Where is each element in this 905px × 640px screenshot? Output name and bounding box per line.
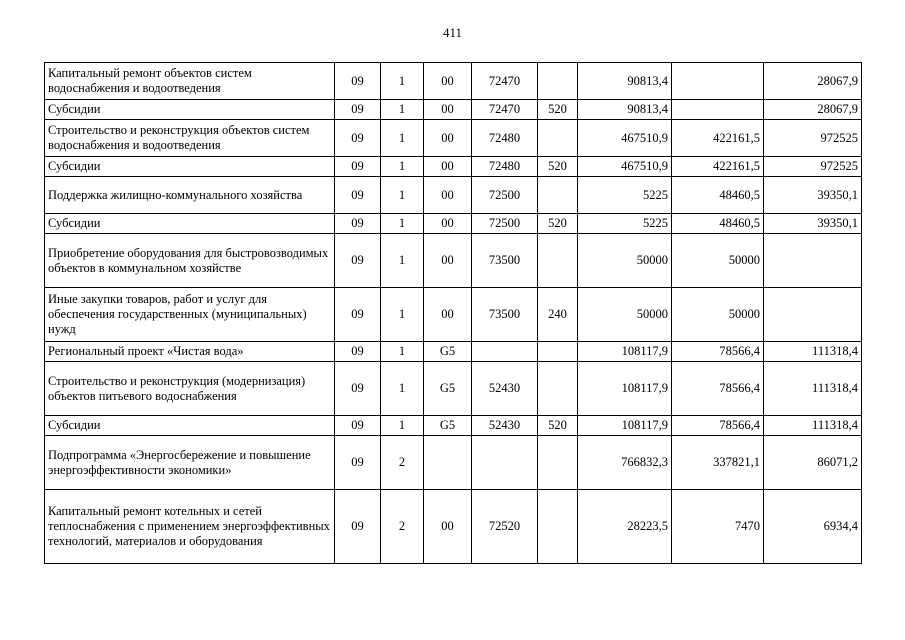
- program-code: [424, 436, 472, 490]
- subsection-code: 1: [381, 288, 424, 342]
- table-row: [45, 234, 862, 288]
- section-code: 09: [335, 362, 381, 416]
- row-name: Строительство и реконструкция (модернизация) объектов питьевого водоснабжения: [45, 362, 335, 416]
- target-code: [472, 342, 538, 362]
- amount-2: 48460,5: [672, 214, 764, 234]
- table-row: [45, 436, 862, 490]
- program-code: G5: [424, 416, 472, 436]
- subsection-code: 1: [381, 177, 424, 214]
- amount-1: 28223,5: [578, 490, 672, 564]
- program-code: G5: [424, 362, 472, 416]
- target-code: 72500: [472, 214, 538, 234]
- amount-1: 50000: [578, 234, 672, 288]
- target-code: 52430: [472, 416, 538, 436]
- amount-2: 7470: [672, 490, 764, 564]
- subsection-code: 1: [381, 416, 424, 436]
- target-code: 72470: [472, 100, 538, 120]
- expense-type: [538, 362, 578, 416]
- amount-1: 766832,3: [578, 436, 672, 490]
- row-name: Капитальный ремонт котельных и сетей теплоснабжения с применением энергоэффективных технологий, материалов и оборудования: [45, 490, 335, 564]
- expense-type: [538, 490, 578, 564]
- expense-type: [538, 177, 578, 214]
- target-code: [472, 436, 538, 490]
- row-name: Поддержка жилищно-коммунального хозяйства: [45, 177, 335, 214]
- amount-3: 28067,9: [764, 100, 862, 120]
- budget-table: [44, 62, 862, 564]
- amount-3: 39350,1: [764, 214, 862, 234]
- subsection-code: 1: [381, 362, 424, 416]
- program-code: 00: [424, 490, 472, 564]
- amount-2: [672, 63, 764, 100]
- row-name: Субсидии: [45, 416, 335, 436]
- table-row: [45, 342, 862, 362]
- amount-1: 108117,9: [578, 362, 672, 416]
- row-name: Подпрограмма «Энергосбережение и повышение энергоэффективности экономики»: [45, 436, 335, 490]
- amount-2: 78566,4: [672, 416, 764, 436]
- target-code: 52430: [472, 362, 538, 416]
- expense-type: 520: [538, 416, 578, 436]
- amount-3: 111318,4: [764, 342, 862, 362]
- target-code: 72520: [472, 490, 538, 564]
- program-code: 00: [424, 100, 472, 120]
- table-row: [45, 214, 862, 234]
- amount-3: 111318,4: [764, 416, 862, 436]
- table-row: [45, 490, 862, 564]
- program-code: 00: [424, 234, 472, 288]
- target-code: 72470: [472, 63, 538, 100]
- expense-type: [538, 63, 578, 100]
- amount-2: 78566,4: [672, 362, 764, 416]
- subsection-code: 1: [381, 120, 424, 157]
- amount-3: 86071,2: [764, 436, 862, 490]
- target-code: 72500: [472, 177, 538, 214]
- subsection-code: 1: [381, 342, 424, 362]
- row-name: Субсидии: [45, 214, 335, 234]
- program-code: 00: [424, 63, 472, 100]
- section-code: 09: [335, 436, 381, 490]
- program-code: 00: [424, 177, 472, 214]
- table-row: [45, 63, 862, 100]
- expense-type: [538, 342, 578, 362]
- subsection-code: 1: [381, 63, 424, 100]
- row-name: Региональный проект «Чистая вода»: [45, 342, 335, 362]
- amount-3: 39350,1: [764, 177, 862, 214]
- target-code: 72480: [472, 157, 538, 177]
- subsection-code: 1: [381, 100, 424, 120]
- amount-3: 111318,4: [764, 362, 862, 416]
- subsection-code: 2: [381, 490, 424, 564]
- section-code: 09: [335, 490, 381, 564]
- amount-1: 90813,4: [578, 63, 672, 100]
- program-code: 00: [424, 120, 472, 157]
- section-code: 09: [335, 234, 381, 288]
- amount-2: 78566,4: [672, 342, 764, 362]
- amount-3: 972525: [764, 157, 862, 177]
- amount-2: 50000: [672, 234, 764, 288]
- row-name: Субсидии: [45, 100, 335, 120]
- expense-type: [538, 234, 578, 288]
- table-row: [45, 157, 862, 177]
- table-row: [45, 416, 862, 436]
- table-row: [45, 177, 862, 214]
- expense-type: 520: [538, 100, 578, 120]
- amount-1: 5225: [578, 214, 672, 234]
- program-code: 00: [424, 288, 472, 342]
- section-code: 09: [335, 288, 381, 342]
- row-name: Капитальный ремонт объектов систем водоснабжения и водоотведения: [45, 63, 335, 100]
- program-code: 00: [424, 157, 472, 177]
- table-row: [45, 100, 862, 120]
- expense-type: [538, 120, 578, 157]
- amount-1: 50000: [578, 288, 672, 342]
- section-code: 09: [335, 342, 381, 362]
- table-row: [45, 120, 862, 157]
- amount-2: 337821,1: [672, 436, 764, 490]
- target-code: 73500: [472, 234, 538, 288]
- amount-3: 6934,4: [764, 490, 862, 564]
- section-code: 09: [335, 100, 381, 120]
- page-number: 411: [442, 25, 463, 40]
- amount-1: 5225: [578, 177, 672, 214]
- amount-3: [764, 288, 862, 342]
- amount-2: 422161,5: [672, 157, 764, 177]
- program-code: 00: [424, 214, 472, 234]
- expense-type: 520: [538, 157, 578, 177]
- amount-2: 50000: [672, 288, 764, 342]
- section-code: 09: [335, 157, 381, 177]
- amount-1: 90813,4: [578, 100, 672, 120]
- row-name: Иные закупки товаров, работ и услуг для обеспечения государственных (муниципальных) нужд: [45, 288, 335, 342]
- expense-type: 520: [538, 214, 578, 234]
- section-code: 09: [335, 177, 381, 214]
- amount-1: 467510,9: [578, 157, 672, 177]
- amount-3: [764, 234, 862, 288]
- table-row: [45, 362, 862, 416]
- target-code: 73500: [472, 288, 538, 342]
- subsection-code: 2: [381, 436, 424, 490]
- amount-2: 422161,5: [672, 120, 764, 157]
- subsection-code: 1: [381, 214, 424, 234]
- row-name: Субсидии: [45, 157, 335, 177]
- amount-3: 28067,9: [764, 63, 862, 100]
- subsection-code: 1: [381, 234, 424, 288]
- expense-type: 240: [538, 288, 578, 342]
- table-row: [45, 288, 862, 342]
- amount-1: 108117,9: [578, 342, 672, 362]
- row-name: Приобретение оборудования для быстровозводимых объектов в коммунальном хозяйстве: [45, 234, 335, 288]
- target-code: 72480: [472, 120, 538, 157]
- section-code: 09: [335, 416, 381, 436]
- amount-2: [672, 100, 764, 120]
- subsection-code: 1: [381, 157, 424, 177]
- amount-2: 48460,5: [672, 177, 764, 214]
- section-code: 09: [335, 214, 381, 234]
- row-name: Строительство и реконструкция объектов систем водоснабжения и водоотведения: [45, 120, 335, 157]
- amount-1: 108117,9: [578, 416, 672, 436]
- program-code: G5: [424, 342, 472, 362]
- amount-3: 972525: [764, 120, 862, 157]
- expense-type: [538, 436, 578, 490]
- section-code: 09: [335, 120, 381, 157]
- section-code: 09: [335, 63, 381, 100]
- amount-1: 467510,9: [578, 120, 672, 157]
